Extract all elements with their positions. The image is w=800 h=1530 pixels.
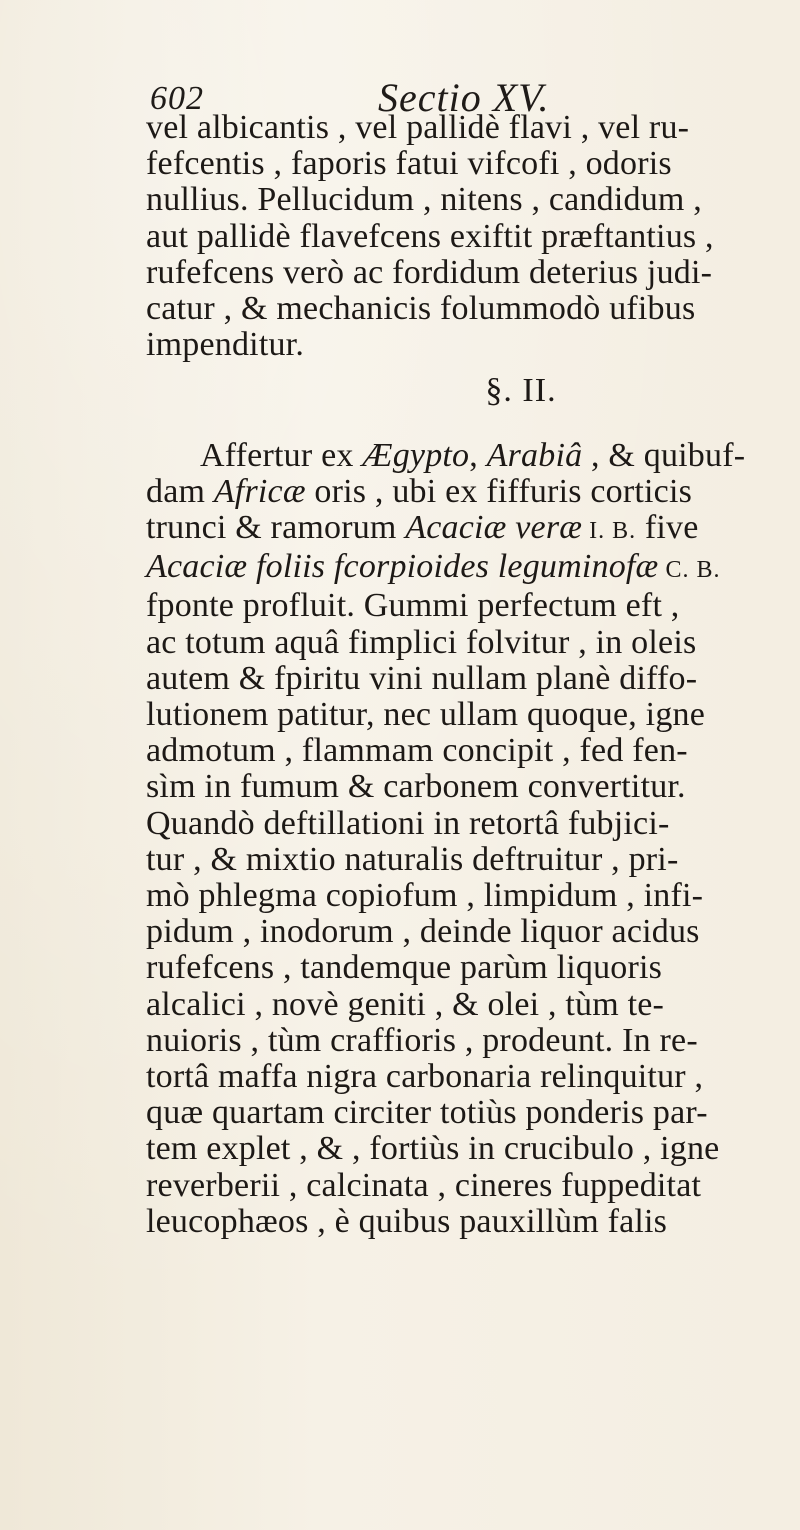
text-line: alcalici , novè geniti , & olei , tùm te- <box>146 985 665 1023</box>
text-run: five <box>636 509 699 547</box>
text-line: impenditur. <box>146 326 305 364</box>
text-line: nuioris , tùm craffioris , prodeunt. In re- <box>146 1021 698 1059</box>
text-line: quæ quartam circiter totiùs ponderis par- <box>146 1094 708 1132</box>
text-line: reverberii , calcinata , cineres fuppeditat <box>146 1166 702 1204</box>
text-line <box>146 510 786 549</box>
text-line: sìm in fumum & carbonem convertitur. <box>146 768 686 806</box>
text-line: catur , & mechanicis folummodò ufibus <box>146 290 696 328</box>
text-line: leucophæos , è quibus pauxillùm falis <box>146 1202 668 1240</box>
species-name: Acaciæ foliis fcorpioides leguminofæ <box>146 548 659 586</box>
text-line: tem explet , & , fortiùs in crucibulo , igne <box>146 1130 720 1168</box>
text-run: oris , ubi ex fiffuris corticis <box>305 472 693 510</box>
text-line: lutionem patitur, nec ullam quoque, igne <box>146 696 706 734</box>
place-name: Arabiâ <box>486 436 583 474</box>
text-line: admotum , flammam concipit , fed fen- <box>146 732 688 770</box>
section-heading: §. II. <box>485 372 557 410</box>
text-block <box>146 110 786 1240</box>
text-line: tur , & mixtio naturalis deftruitur , pri- <box>146 840 679 878</box>
text-line: pidum , inodorum , deinde liquor acidus <box>146 913 700 951</box>
text-line <box>146 474 786 510</box>
species-name: Acaciæ veræ <box>405 509 583 547</box>
text-run: trunci & ramorum <box>146 509 406 547</box>
text-line: rufefcens , tandemque parùm liquoris <box>146 949 663 987</box>
place-name: Africæ <box>213 472 306 510</box>
text-run: , <box>469 436 487 474</box>
text-line: nullius. Pellucidum , nitens , candidum , <box>146 181 702 219</box>
text-line: autem & fpiritu vini nullam planè diffo- <box>146 659 698 697</box>
text-run: , & quibuf- <box>582 436 746 474</box>
text-line <box>146 549 786 588</box>
text-line: fponte profluit. Gummi perfectum eft , <box>146 587 680 625</box>
text-line: mò phlegma copiofum , limpidum , infi- <box>146 877 704 915</box>
text-line: aut pallidè flavefcens exiftit præftantius , <box>146 217 714 255</box>
paragraph <box>146 438 786 1240</box>
text-line: rufefcens verò ac fordidum deterius judi- <box>146 253 713 291</box>
author-abbreviation: I. B. <box>582 518 637 545</box>
author-abbreviation: C. B. <box>658 557 721 584</box>
text-run: Affertur ex <box>200 436 363 474</box>
place-name: Ægypto <box>362 436 470 474</box>
text-line: tortâ maffa nigra carbonaria relinquitur , <box>146 1058 704 1096</box>
text-line: vel albicantis , vel pallidè flavi , vel ru- <box>146 109 690 146</box>
text-line: fefcentis , faporis fatui vifcofi , odoris <box>146 145 672 183</box>
paragraph-continued <box>146 110 786 363</box>
text-line: ac totum aquâ fimplici folvitur , in oleis <box>146 623 697 661</box>
running-head: Sectio XV. <box>378 75 550 120</box>
text-line: Quandò deftillationi in retortâ fubjici- <box>146 804 670 842</box>
page-number: 602 <box>150 80 204 117</box>
text-run: dam <box>146 472 214 510</box>
text-line <box>146 438 786 474</box>
